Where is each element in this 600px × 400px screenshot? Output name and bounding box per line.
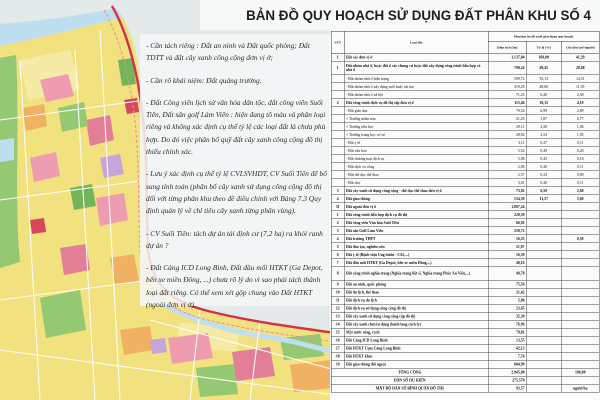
per-capita: 0,09 — [562, 171, 600, 179]
row-number — [332, 179, 345, 187]
per-capita — [562, 337, 600, 345]
public-facility-zone — [120, 326, 154, 355]
ratio-percent: 69,45 — [527, 62, 562, 75]
per-capita: 41,29 — [562, 54, 600, 62]
table-row — [332, 313, 600, 321]
table-row — [332, 345, 600, 353]
ratio-percent — [527, 337, 562, 345]
row-number — [332, 171, 345, 179]
land-type: Đất công trình hỗn hợp dịch vụ đô thị — [345, 211, 489, 219]
per-capita — [562, 281, 600, 289]
area-ha: 40,16 — [489, 259, 527, 267]
table-row — [332, 163, 600, 171]
per-capita: 14,51 — [562, 75, 600, 83]
ratio-percent: 6,50 — [527, 187, 562, 195]
per-capita: 0,11 — [562, 139, 600, 147]
park-zone — [40, 290, 86, 338]
land-type: Mặt nước sông, rạch — [345, 329, 489, 337]
area-ha: 49,78 — [489, 267, 527, 280]
table-row — [332, 321, 600, 329]
header-area: Diện tích (ha) — [489, 42, 527, 54]
ratio-percent: 0,45 — [527, 155, 562, 163]
area-ha: 28,92 — [489, 131, 527, 139]
special-use-zone — [30, 218, 46, 234]
per-capita — [562, 251, 600, 259]
park-zone — [196, 364, 238, 397]
ratio-percent — [527, 281, 562, 289]
area-ha: 71,23 — [489, 91, 527, 99]
table-row — [332, 289, 600, 297]
area-ha: 42,13 — [489, 345, 527, 353]
ratio-percent — [527, 369, 562, 377]
summary-row — [332, 377, 600, 385]
area-ha: 7,74 — [489, 353, 527, 361]
area-ha: 3,01 — [489, 179, 527, 187]
area-ha: 604,99 — [489, 361, 527, 369]
land-type: - Đất nhóm nhà ở xã hội — [345, 91, 489, 99]
land-type: Đất các đơn vị ở — [345, 54, 489, 62]
row-number — [332, 131, 345, 139]
land-type: Đất công trình dịch vụ đô thị cấp đơn vị ở — [345, 99, 489, 107]
ratio-percent — [527, 329, 562, 337]
row-number: I — [332, 54, 345, 62]
row-number: 10 — [332, 289, 345, 297]
row-number — [332, 123, 345, 131]
per-capita: 28,68 — [562, 62, 600, 75]
per-capita: 0,20 — [562, 147, 600, 155]
area-ha: 13,55 — [489, 337, 527, 345]
area-ha: 21,07 — [489, 243, 527, 251]
land-type: Đất trường THPT — [345, 235, 489, 243]
review-note: - Cần rõ khái niệm: Đất quảng trường. — [146, 75, 262, 85]
table-row — [332, 171, 600, 179]
per-capita: người/ha — [562, 385, 600, 393]
area-ha: 5,08 — [489, 155, 527, 163]
table-row — [332, 259, 600, 267]
per-capita — [562, 321, 600, 329]
ratio-percent — [527, 235, 562, 243]
institutional-zone — [150, 338, 167, 354]
land-type: Đất an ninh, quốc phòng — [345, 281, 489, 289]
table-row — [332, 99, 600, 107]
ratio-percent: 6,26 — [527, 91, 562, 99]
row-number: 1 — [332, 62, 345, 75]
table-row — [332, 107, 600, 115]
summary-label: MẬT ĐỘ DÂN SỐ BÌNH QUÂN ĐÔ THỊ — [332, 385, 489, 393]
ratio-percent — [527, 353, 562, 361]
page-title: BẢN ĐỒ QUY HOẠCH SỬ DỤNG ĐẤT PHÂN KHU SỐ 4 — [246, 8, 591, 23]
row-number: II — [332, 203, 345, 211]
row-number: 9 — [332, 281, 345, 289]
ratio-percent — [527, 219, 562, 227]
review-note: - Lưu ý xác định cụ thể tỷ lệ CVLSVHDT, CV Suối Tiên để bổ sung tính toán (phân bổ cây xanh sử dụng công cộng đô thị đối với từng phân khu theo đề điều chỉnh với Bảng 7.3 Quy định quản lý về chỉ tiêu cây xanh từng phân vùng). — [146, 169, 327, 216]
public-facility-zone — [110, 254, 139, 286]
row-number: 12 — [332, 305, 345, 313]
header-per-capita: Chỉ tiêu (m²/người) — [562, 42, 600, 54]
per-capita — [562, 203, 600, 211]
area-ha: 2.945,08 — [489, 369, 527, 377]
table-row — [332, 147, 600, 155]
summary-row — [332, 369, 600, 377]
row-number — [332, 115, 345, 123]
per-capita: 2,58 — [562, 91, 600, 99]
per-capita: 11,59 — [562, 83, 600, 91]
land-type: Đất công trình nghĩa trang (Nghĩa trang liệt sĩ, Nghĩa trang Phúc An Viên,...) — [345, 267, 489, 280]
mixed-use-zone — [60, 244, 90, 275]
table-row — [332, 203, 600, 211]
per-capita: 0,18 — [562, 155, 600, 163]
land-type: Đất nhóm nhà ở, hoặc đất ở các chung cư hoặc đất xây dựng công trình hỗn hợp có nhà ở — [345, 62, 489, 75]
area-ha: 76,96 — [489, 321, 527, 329]
table-row — [332, 115, 600, 123]
area-ha: 115,46 — [489, 99, 527, 107]
per-capita — [562, 289, 600, 297]
per-capita — [562, 313, 600, 321]
table-row — [332, 235, 600, 243]
area-ha: 75,56 — [489, 281, 527, 289]
row-number — [332, 75, 345, 83]
row-number: 4 — [332, 195, 345, 203]
per-capita: 2,68 — [562, 187, 600, 195]
land-use-table-panel — [330, 30, 600, 400]
row-number: 2 — [332, 219, 345, 227]
row-number — [332, 83, 345, 91]
table-body — [332, 54, 600, 393]
ratio-percent — [527, 211, 562, 219]
ratio-percent: 0,49 — [527, 147, 562, 155]
land-type: Đất cây xanh sử dụng công cộng - thể dục thể thao đơn vị ở — [345, 187, 489, 195]
row-number: 3 — [332, 227, 345, 235]
table-row — [332, 227, 600, 235]
summary-label: TỔNG CỘNG — [332, 369, 489, 377]
summary-row — [332, 385, 600, 393]
area-ha: 16,59 — [489, 251, 527, 259]
per-capita: 0,11 — [562, 179, 600, 187]
area-ha: 79,81 — [489, 329, 527, 337]
table-row — [332, 251, 600, 259]
table-row — [332, 83, 600, 91]
row-number: 18 — [332, 353, 345, 361]
row-number — [332, 155, 345, 163]
ratio-percent: 0,23 — [527, 171, 562, 179]
per-capita — [562, 377, 600, 385]
ratio-percent — [527, 321, 562, 329]
area-ha: 29,11 — [489, 123, 527, 131]
row-number — [332, 163, 345, 171]
land-type: - Đất thương mại dịch vụ — [345, 155, 489, 163]
land-type: - Đất thể dục thể thao — [345, 171, 489, 179]
area-ha: 32,30 — [489, 313, 527, 321]
ratio-percent — [527, 243, 562, 251]
ratio-percent — [527, 385, 562, 393]
land-type: Đất đào tạo, nghiên cứu — [345, 243, 489, 251]
header-plan-group: Phương án đề xuất giai đoạn quy hoạch — [489, 32, 600, 42]
row-number: 3 — [332, 187, 345, 195]
row-number: 16 — [332, 337, 345, 345]
area-ha: 2,96 — [489, 163, 527, 171]
table-row — [332, 267, 600, 281]
table-row — [332, 305, 600, 313]
table-row — [332, 62, 600, 76]
table-row — [332, 131, 600, 139]
area-ha: 23,65 — [489, 305, 527, 313]
public-facility-zone — [290, 360, 333, 392]
row-number: 5 — [332, 243, 345, 251]
ratio-percent — [527, 297, 562, 305]
review-note: - CV Suối Tiên: tách dự án tái định cư (7,2 ha) ra khỏi ranh dự án ? — [146, 228, 323, 250]
per-capita: 5,60 — [562, 195, 600, 203]
land-type: + Trường mầm non — [345, 115, 489, 123]
title-bar — [200, 0, 600, 30]
ratio-percent — [527, 361, 562, 369]
per-capita — [562, 243, 600, 251]
land-type: Đất dịch vụ sử dụng công cộng đô thị — [345, 305, 489, 313]
area-ha: 220,59 — [489, 211, 527, 219]
ratio-percent: 35,13 — [527, 75, 562, 83]
per-capita — [562, 329, 600, 337]
area-ha: 275.570 — [489, 377, 527, 385]
row-number: 8 — [332, 267, 345, 280]
area-ha: 79,54 — [489, 107, 527, 115]
table-row — [332, 219, 600, 227]
summary-label: DÂN SỐ DỰ KIẾN — [332, 377, 489, 385]
row-number: 2 — [332, 99, 345, 107]
ratio-percent — [527, 203, 562, 211]
land-type: - Đất dịch vụ công — [345, 163, 489, 171]
per-capita — [562, 297, 600, 305]
area-ha: 21,42 — [489, 289, 527, 297]
land-type: Đất giao thông — [345, 195, 489, 203]
table-row — [332, 243, 600, 251]
land-type: Đất dịch vụ du lịch — [345, 297, 489, 305]
land-type: + Trường tiểu học — [345, 123, 489, 131]
ratio-percent: 28,06 — [527, 83, 562, 91]
ratio-percent: 2,54 — [527, 131, 562, 139]
ratio-percent: 2,56 — [527, 123, 562, 131]
table-row — [332, 353, 600, 361]
land-type: Đất đầu mối HTKT (Ga Depot, bến xe miền Đông,...) — [345, 259, 489, 267]
area-ha: 93,57 — [489, 385, 527, 393]
per-capita: 1,05 — [562, 131, 600, 139]
per-capita — [562, 305, 600, 313]
table-row — [332, 211, 600, 219]
per-capita — [562, 227, 600, 235]
land-type: Đất cây xanh chuyên dụng (hành lang cách ly) — [345, 321, 489, 329]
ratio-percent: 1,87 — [527, 115, 562, 123]
per-capita: 0,59 — [562, 235, 600, 243]
row-number: 17 — [332, 345, 345, 353]
land-type: - Đất chợ — [345, 179, 489, 187]
land-type: Đất du lịch, thể thao — [345, 289, 489, 297]
area-ha: 1.137,84 — [489, 54, 527, 62]
review-note: - Đất Công viên lịch sử văn hóa dân tộc, đất công viên Suối Tiên, Đất sân golf Làm Viên : hiện đang tô màu và phân loại riêng và không xác định cụ thể tỷ lệ các loại đất là chưa phù hợp. Do đó việc phân bổ quỹ đất cây xanh công cộng đô thị thiếu chính xác. — [146, 97, 326, 157]
ratio-percent: 6,99 — [527, 107, 562, 115]
area-ha: 5,52 — [489, 147, 527, 155]
table-row — [332, 329, 600, 337]
ratio-percent: 10,15 — [527, 99, 562, 107]
row-number: 19 — [332, 361, 345, 369]
row-number: 6 — [332, 251, 345, 259]
land-type: Đất ngoài đơn vị ở — [345, 203, 489, 211]
land-type: Đất cây xanh sử dụng công cộng cấp đô thị — [345, 313, 489, 321]
land-type: - Đất nhóm nhà ở xây dựng mới hoặc cải tạo — [345, 83, 489, 91]
land-type: Đất sân Golf Làm Viên — [345, 227, 489, 235]
row-number — [332, 139, 345, 147]
table-row — [332, 281, 600, 289]
table-header — [332, 32, 600, 54]
table-row — [332, 297, 600, 305]
per-capita — [562, 353, 600, 361]
table-row — [332, 139, 600, 147]
table-row — [332, 155, 600, 163]
area-ha: 790,24 — [489, 62, 527, 75]
land-type: Đất giao thông đối ngoại — [345, 361, 489, 369]
row-number — [332, 107, 345, 115]
ratio-percent — [527, 377, 562, 385]
land-type: Đất HTKT Cụm Cảng Long Bình — [345, 345, 489, 353]
table-row — [332, 195, 600, 203]
area-ha: 319,29 — [489, 83, 527, 91]
water-body — [0, 138, 14, 162]
ratio-percent — [527, 267, 562, 280]
per-capita — [562, 259, 600, 267]
per-capita: 1,06 — [562, 123, 600, 131]
ratio-percent — [527, 305, 562, 313]
per-capita: 2,89 — [562, 107, 600, 115]
ratio-percent — [527, 289, 562, 297]
institutional-zone — [100, 154, 124, 178]
land-use-table — [331, 31, 600, 393]
table-row — [332, 361, 600, 369]
header-ratio: Tỷ lệ (%) — [527, 42, 562, 54]
land-type: + Trường trung học cơ sở — [345, 131, 489, 139]
area-ha: 1.807,24 — [489, 203, 527, 211]
ratio-percent: 0,26 — [527, 179, 562, 187]
per-capita: 0,11 — [562, 163, 600, 171]
row-number: 15 — [332, 329, 345, 337]
row-number: 11 — [332, 297, 345, 305]
table-row — [332, 54, 600, 62]
ratio-percent: 13,57 — [527, 195, 562, 203]
per-capita: 4,19 — [562, 99, 600, 107]
land-type: - Đất nhóm nhà ở hiện trạng — [345, 75, 489, 83]
table-row — [332, 337, 600, 345]
ratio-percent — [527, 345, 562, 353]
review-notes-panel — [140, 34, 332, 310]
table-row — [332, 187, 600, 195]
area-ha: 258,72 — [489, 227, 527, 235]
row-number: 13 — [332, 313, 345, 321]
area-ha: 3,11 — [489, 139, 527, 147]
row-number: 7 — [332, 259, 345, 267]
land-type: - Đất giáo dục — [345, 107, 489, 115]
header-stt: STT — [332, 32, 345, 54]
area-ha: 66,92 — [489, 219, 527, 227]
area-ha: 16,23 — [489, 235, 527, 243]
per-capita — [562, 211, 600, 219]
table-row — [332, 75, 600, 83]
per-capita — [562, 219, 600, 227]
row-number: 14 — [332, 321, 345, 329]
ratio-percent: 0,27 — [527, 139, 562, 147]
ratio-percent — [527, 251, 562, 259]
area-ha: 399,72 — [489, 75, 527, 83]
ratio-percent — [527, 227, 562, 235]
area-ha: 73,92 — [489, 187, 527, 195]
table-row — [332, 179, 600, 187]
land-type: - Đất văn hóa — [345, 147, 489, 155]
land-type: Đất y tế (Bệnh viện Ung bướu - CS2,...) — [345, 251, 489, 259]
per-capita — [562, 361, 600, 369]
table-row — [332, 123, 600, 131]
ratio-percent: 100,00 — [527, 54, 562, 62]
row-number: 4 — [332, 235, 345, 243]
land-type: Đất HTKT khác — [345, 353, 489, 361]
area-ha: 154,39 — [489, 195, 527, 203]
land-type: Đất Cảng ICD Long Bình — [345, 337, 489, 345]
ratio-percent — [527, 313, 562, 321]
row-number — [332, 147, 345, 155]
per-capita: 106,88 — [562, 369, 600, 377]
land-type: Đất công viên Văn hóa Suối Tiên — [345, 219, 489, 227]
header-land-type: Loại đất — [345, 32, 489, 54]
per-capita: 0,77 — [562, 115, 600, 123]
area-ha: 21,25 — [489, 115, 527, 123]
area-ha: 5,86 — [489, 297, 527, 305]
table-row — [332, 91, 600, 99]
ratio-percent: 0,26 — [527, 163, 562, 171]
row-number: 1 — [332, 211, 345, 219]
land-type: - Đất y tế — [345, 139, 489, 147]
review-note: - Cần tách riêng : Đất an ninh và Đất quốc phòng; Đất TDTT và đất cây xanh công cộng đơn vị ở; — [146, 41, 310, 63]
review-note: - Đất Cảng ICD Long Bình, Đất đầu mối HTKT (Ga Depot, bến xe miền Đông, ...) chưa rõ lý do vì sao phải tách thành loại đất riêng. Có thể xem xét gộp chung vào Đất HTKT (ngoài đơn vị ở). — [146, 263, 323, 310]
area-ha: 2,57 — [489, 171, 527, 179]
per-capita — [562, 345, 600, 353]
ratio-percent — [527, 259, 562, 267]
per-capita — [562, 267, 600, 280]
row-number — [332, 91, 345, 99]
